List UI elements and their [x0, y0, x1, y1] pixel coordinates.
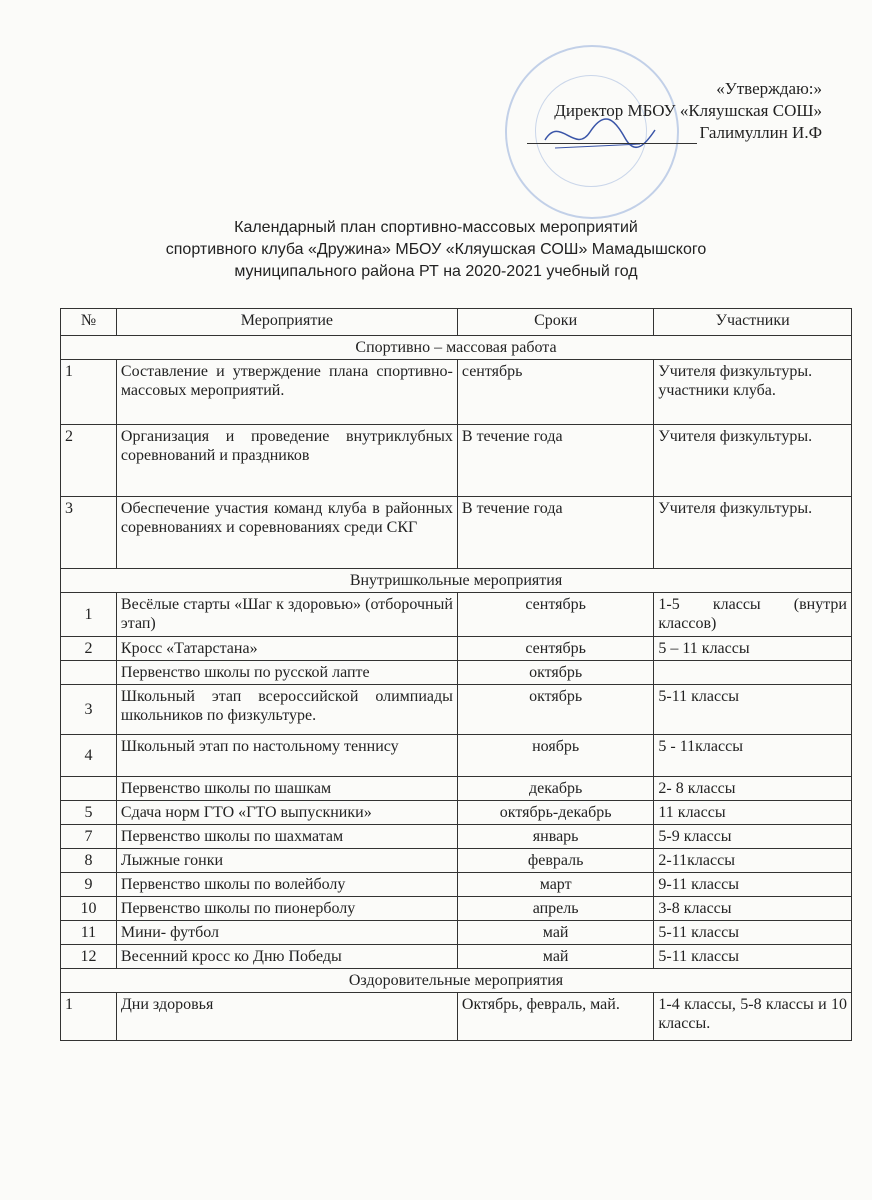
event-name: Составление и утверждение плана спортивно-массовых мероприятий. [116, 360, 457, 425]
event-participants: 5 – 11 классы [654, 637, 852, 661]
row-number: 2 [61, 637, 117, 661]
row-number [61, 777, 117, 801]
event-dates: Октябрь, февраль, май. [457, 993, 654, 1041]
col-participants: Участники [654, 309, 852, 336]
document-title [0, 217, 872, 283]
event-dates: сентябрь [457, 360, 654, 425]
row-number: 11 [61, 921, 117, 945]
event-participants: Учителя физкультуры. [654, 497, 852, 569]
row-number: 8 [61, 849, 117, 873]
row-number: 1 [61, 993, 117, 1041]
event-dates: октябрь-декабрь [457, 801, 654, 825]
event-participants [654, 661, 852, 685]
event-dates: ноябрь [457, 735, 654, 777]
event-participants: 3-8 классы [654, 897, 852, 921]
row-number: 4 [61, 735, 117, 777]
event-dates: март [457, 873, 654, 897]
event-name: Первенство школы по волейболу [116, 873, 457, 897]
event-participants: 1-5 классы (внутри классов) [654, 593, 852, 637]
row-number: 10 [61, 897, 117, 921]
table-row [61, 945, 852, 969]
event-name: Первенство школы по русской лапте [116, 661, 457, 685]
event-participants: 5 - 11классы [654, 735, 852, 777]
row-number: 3 [61, 497, 117, 569]
event-participants: 9-11 классы [654, 873, 852, 897]
event-name: Мини- футбол [116, 921, 457, 945]
event-name: Кросс «Татарстана» [116, 637, 457, 661]
event-participants: 5-11 классы [654, 945, 852, 969]
approval-label: «Утверждаю:» [716, 79, 822, 98]
table-row [61, 921, 852, 945]
row-number: 5 [61, 801, 117, 825]
section-row [61, 569, 852, 593]
event-dates: сентябрь [457, 593, 654, 637]
events-table [60, 308, 852, 1041]
event-dates: апрель [457, 897, 654, 921]
event-participants: 2- 8 классы [654, 777, 852, 801]
row-number [61, 661, 117, 685]
event-name: Весенний кросс ко Дню Победы [116, 945, 457, 969]
table-row [61, 425, 852, 497]
event-participants: Учителя физкультуры. [654, 425, 852, 497]
table-row [61, 993, 852, 1041]
event-name: Школьный этап по настольному теннису [116, 735, 457, 777]
event-participants: 5-11 классы [654, 921, 852, 945]
section-title: Оздоровительные мероприятия [61, 969, 852, 993]
event-dates: В течение года [457, 425, 654, 497]
event-name: Обеспечение участия команд клуба в районных соревнованиях и соревнованиях среди СКГ [116, 497, 457, 569]
row-number: 12 [61, 945, 117, 969]
event-name: Школьный этап всероссийской олимпиады школьников по физкультуре. [116, 685, 457, 735]
signature-line [527, 127, 697, 144]
table-row [61, 637, 852, 661]
section-title: Внутришкольные мероприятия [61, 569, 852, 593]
event-dates: декабрь [457, 777, 654, 801]
table-row [61, 777, 852, 801]
row-number: 3 [61, 685, 117, 735]
title-line: спортивного клуба «Дружина» МБОУ «Кляушская СОШ» Мамадышского [165, 241, 707, 258]
table-row [61, 897, 852, 921]
director-title: Директор МБОУ «Кляушская СОШ» [554, 101, 822, 120]
event-dates: сентябрь [457, 637, 654, 661]
col-dates: Сроки [457, 309, 654, 336]
event-dates: май [457, 921, 654, 945]
table-row [61, 497, 852, 569]
table-header [61, 309, 852, 336]
table-row [61, 661, 852, 685]
event-dates: октябрь [457, 685, 654, 735]
event-name: Лыжные гонки [116, 849, 457, 873]
table-row [61, 360, 852, 425]
event-dates: В течение года [457, 497, 654, 569]
event-participants: 11 классы [654, 801, 852, 825]
col-event: Мероприятие [116, 309, 457, 336]
event-name: Весёлые старты «Шаг к здоровью» (отборочный этап) [116, 593, 457, 637]
event-participants: 5-11 классы [654, 685, 852, 735]
table-row [61, 685, 852, 735]
row-number: 2 [61, 425, 117, 497]
event-name: Организация и проведение внутриклубных соревнований и праздников [116, 425, 457, 497]
event-name: Дни здоровья [116, 993, 457, 1041]
event-participants: 1-4 классы, 5-8 классы и 10 классы. [654, 993, 852, 1041]
table-row [61, 593, 852, 637]
row-number: 7 [61, 825, 117, 849]
event-dates: январь [457, 825, 654, 849]
section-row [61, 336, 852, 360]
director-name: Галимуллин И.Ф [699, 123, 822, 142]
table-row [61, 801, 852, 825]
title-line: Календарный план спортивно-массовых мероприятий [234, 219, 638, 236]
col-num: № [61, 309, 117, 336]
section-row [61, 969, 852, 993]
section-title: Спортивно – массовая работа [61, 336, 852, 360]
table-row [61, 825, 852, 849]
event-dates: октябрь [457, 661, 654, 685]
event-name: Первенство школы по шахматам [116, 825, 457, 849]
event-name: Первенство школы по пионерболу [116, 897, 457, 921]
row-number: 1 [61, 593, 117, 637]
event-name: Первенство школы по шашкам [116, 777, 457, 801]
event-participants: 2-11классы [654, 849, 852, 873]
row-number: 9 [61, 873, 117, 897]
table-row [61, 735, 852, 777]
title-line: муниципального района РТ на 2020-2021 учебный год [234, 263, 638, 280]
row-number: 1 [61, 360, 117, 425]
event-name: Сдача норм ГТО «ГТО выпускники» [116, 801, 457, 825]
event-participants: Учителя физкультуры. участники клуба. [654, 360, 852, 425]
event-dates: февраль [457, 849, 654, 873]
table-row [61, 849, 852, 873]
table-row [61, 873, 852, 897]
event-participants: 5-9 классы [654, 825, 852, 849]
event-dates: май [457, 945, 654, 969]
approval-block [527, 78, 822, 144]
